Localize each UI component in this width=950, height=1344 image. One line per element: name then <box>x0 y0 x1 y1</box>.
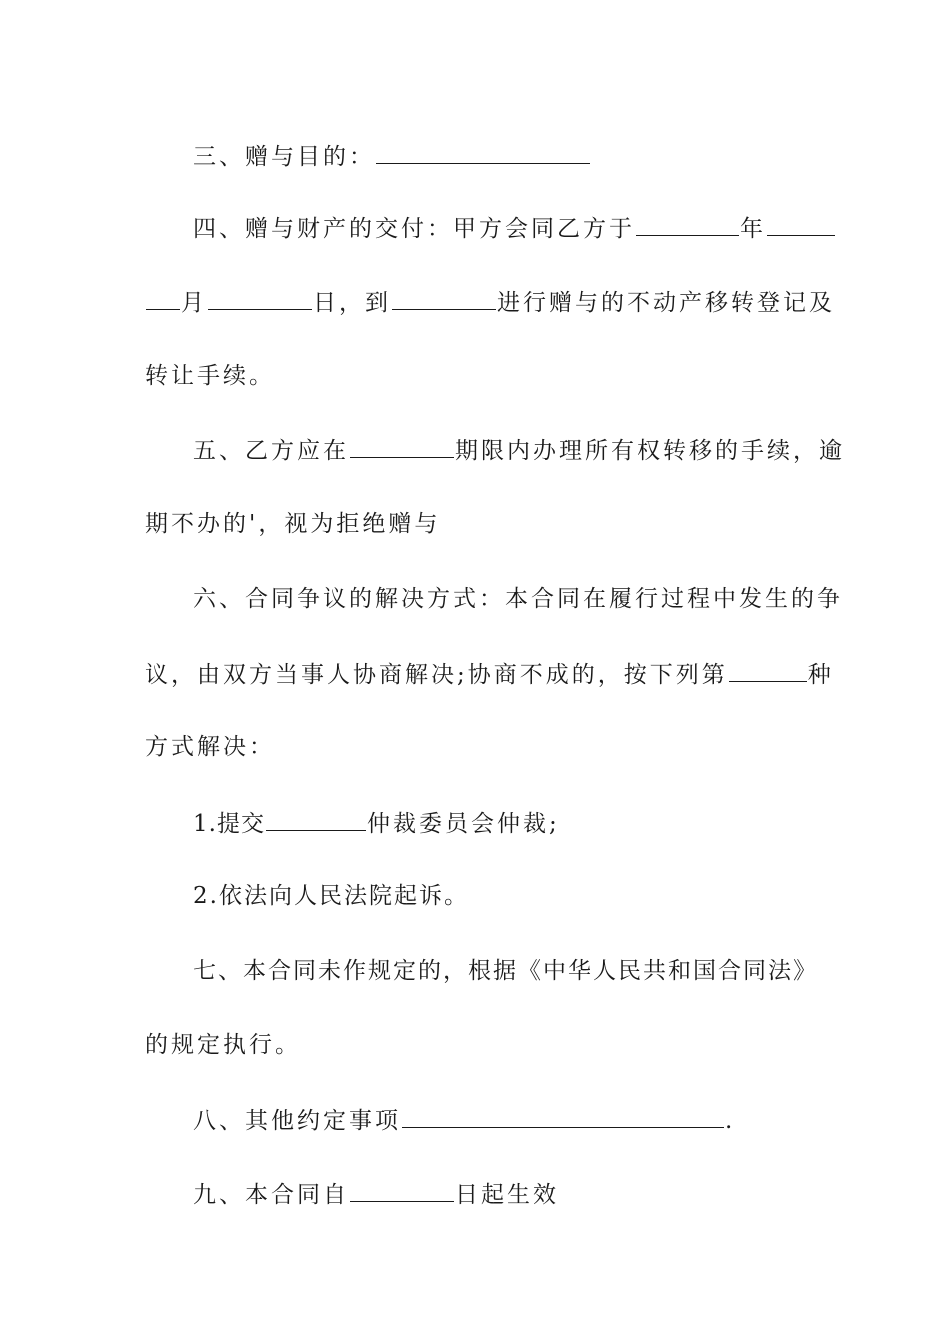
clause-3-text: 三、赠与目的： <box>193 144 375 170</box>
clause-4-text-a: 四、赠与财产的交付：甲方会同乙方于 <box>193 216 635 242</box>
purpose-blank <box>376 141 590 164</box>
clause-6-line-3 <box>145 732 810 762</box>
deadline-blank <box>350 435 454 458</box>
clause-8-period: . <box>725 1108 736 1134</box>
arbitration-committee-blank <box>266 808 366 831</box>
month-blank-part1 <box>767 213 835 236</box>
clause-4-text-c: 进行赠与的不动产移转登记及 <box>497 290 835 316</box>
other-matters-blank <box>402 1105 724 1128</box>
day-label: 日，到 <box>313 290 391 316</box>
clause-4-line-2 <box>145 287 835 317</box>
clause-7-line-2 <box>145 1030 810 1060</box>
clause-4-line-3 <box>145 361 810 391</box>
day-blank <box>208 287 312 310</box>
clause-8 <box>193 1105 810 1135</box>
clause-7-line-1 <box>193 956 818 986</box>
month-label: 月 <box>181 290 207 316</box>
clause-6-text-d: 方式解决： <box>145 734 275 760</box>
effective-date-blank <box>350 1179 454 1202</box>
option-2-text: 2.依法向人民法院起诉。 <box>193 883 469 909</box>
clause-5-text-a: 五、乙方应在 <box>193 438 349 464</box>
clause-6-option-2 <box>193 881 810 911</box>
option-1-text-a: 1.提交 <box>193 811 265 837</box>
clause-9 <box>193 1179 810 1209</box>
clause-6-line-1 <box>193 584 843 614</box>
clause-5-line-1 <box>193 435 845 465</box>
method-number-blank <box>729 659 807 682</box>
clause-4-line-1 <box>193 213 810 243</box>
clause-4-text-end: 转让手续。 <box>145 363 275 389</box>
clause-8-text: 八、其他约定事项 <box>193 1108 401 1134</box>
clause-6-text-a: 六、合同争议的解决方式：本合同在履行过程中发生的争 <box>193 586 843 612</box>
option-1-text-b: 仲裁委员会仲裁; <box>366 811 560 837</box>
clause-5-line-2 <box>145 509 810 539</box>
clause-7-text-b: 的规定执行。 <box>145 1032 301 1058</box>
clause-6-line-2 <box>145 659 834 689</box>
location-blank <box>392 287 496 310</box>
clause-7-text-a: 七、本合同未作规定的，根据《中华人民共和国合同法》 <box>193 958 818 984</box>
year-blank <box>636 213 739 236</box>
month-blank-part2 <box>146 287 180 310</box>
clause-6-text-c: 种 <box>807 662 834 688</box>
clause-3 <box>193 141 810 171</box>
clause-9-text-a: 九、本合同自 <box>193 1182 349 1208</box>
clause-5-text-end: 期不办的'，视为拒绝赠与 <box>145 511 441 537</box>
clause-6-text-b: 议，由双方当事人协商解决;协商不成的，按下列第 <box>145 662 728 688</box>
clause-5-text-b: 期限内办理所有权转移的手续，逾 <box>455 438 845 464</box>
clause-6-option-1 <box>193 808 810 838</box>
clause-9-text-b: 日起生效 <box>455 1182 559 1208</box>
year-label: 年 <box>740 216 766 242</box>
